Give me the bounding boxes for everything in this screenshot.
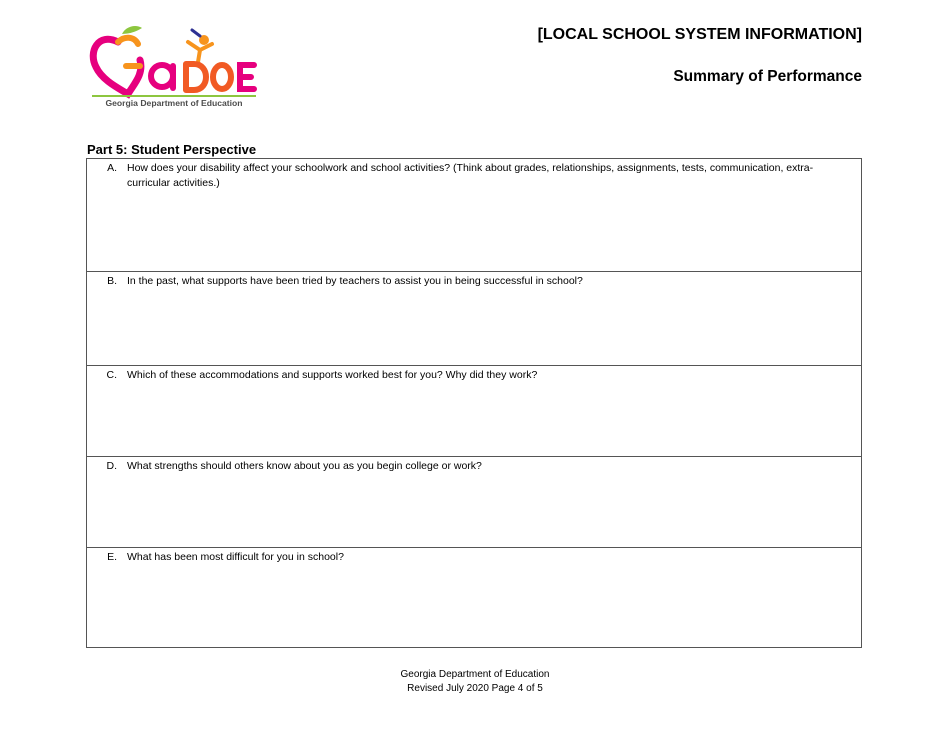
logo-caption: Georgia Department of Education: [105, 98, 243, 108]
form-title: Summary of Performance: [673, 68, 862, 85]
question-letter: E.: [107, 551, 117, 563]
footer-revision: Revised July 2020 Page 4 of 5: [407, 683, 543, 694]
question-row-c[interactable]: [87, 366, 861, 457]
question-letter: A.: [107, 162, 117, 174]
question-row-e[interactable]: [87, 548, 861, 647]
question-text: What has been most difficult for you in school?: [127, 551, 344, 563]
footer-organization: Georgia Department of Education: [400, 669, 550, 680]
question-letter: D.: [106, 460, 117, 472]
page-footer: [0, 668, 950, 696]
page-header: [537, 26, 862, 85]
question-table: [86, 158, 862, 648]
question-letter: B.: [107, 275, 117, 287]
question-row-a[interactable]: [87, 159, 861, 272]
system-info-title: [LOCAL SCHOOL SYSTEM INFORMATION]: [537, 26, 862, 43]
question-row-d[interactable]: [87, 457, 861, 548]
question-text: How does your disability affect your schoolwork and school activities? (Think about grades, relationships, assignments, tests, communication, extra-curricular activities.): [127, 162, 814, 189]
part-title: Part 5: Student Perspective: [87, 142, 257, 157]
gadoe-logo-graphic: [88, 22, 260, 110]
gadoe-logo: [88, 22, 260, 110]
question-letter: C.: [106, 369, 117, 381]
question-text: What strengths should others know about you as you begin college or work?: [127, 460, 482, 472]
question-text: In the past, what supports have been tried by teachers to assist you in being successful in school?: [127, 275, 583, 287]
question-row-b[interactable]: [87, 272, 861, 366]
question-text: Which of these accommodations and supports worked best for you? Why did they work?: [127, 369, 538, 381]
